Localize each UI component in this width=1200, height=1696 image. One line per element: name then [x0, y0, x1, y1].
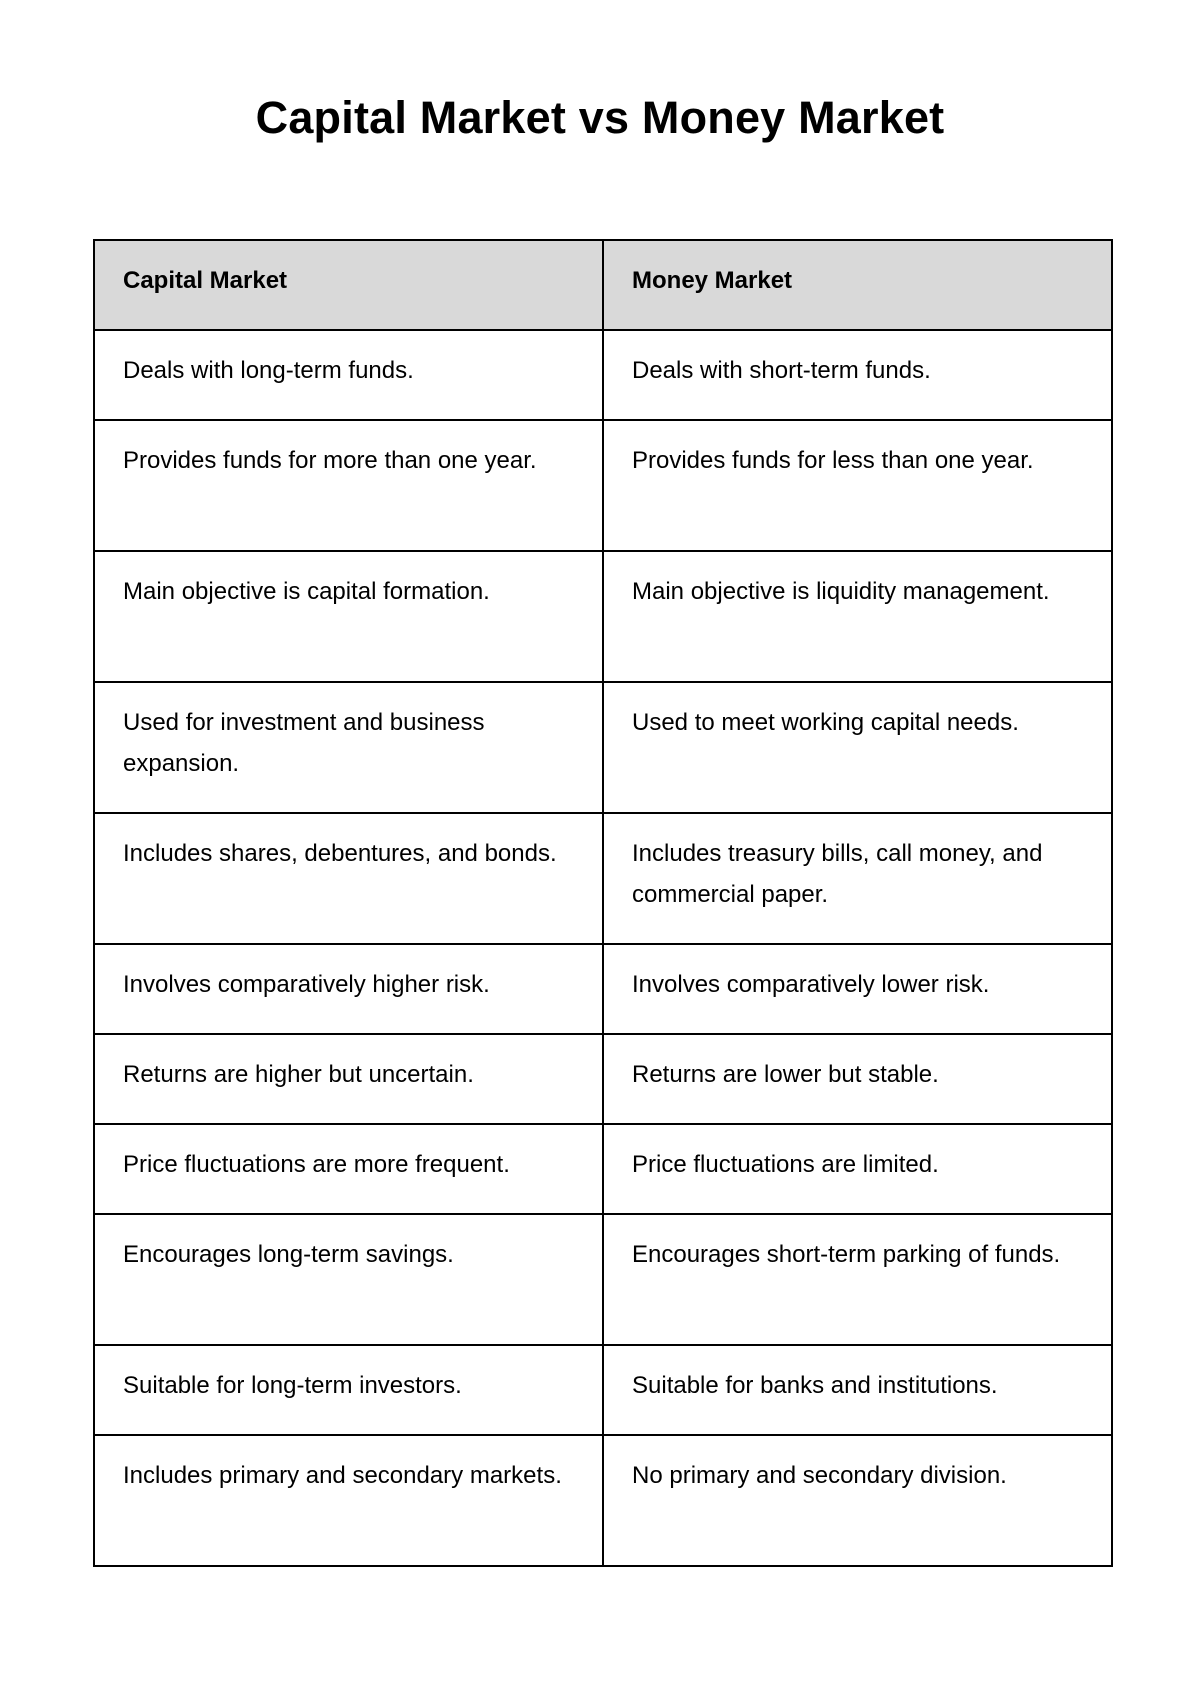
capital-market-cell: Includes shares, debentures, and bonds.	[94, 813, 603, 944]
capital-market-cell: Encourages long-term savings.	[94, 1214, 603, 1345]
money-market-cell: Price fluctuations are limited.	[603, 1124, 1112, 1214]
capital-market-cell: Deals with long-term funds.	[94, 330, 603, 420]
table-row	[94, 1124, 1112, 1214]
money-market-cell: Main objective is liquidity management.	[603, 551, 1112, 682]
table-header-row	[94, 240, 1112, 330]
capital-market-cell: Price fluctuations are more frequent.	[94, 1124, 603, 1214]
table-row	[94, 682, 1112, 813]
money-market-cell: Provides funds for less than one year.	[603, 420, 1112, 551]
capital-market-cell: Provides funds for more than one year.	[94, 420, 603, 551]
capital-market-cell: Suitable for long-term investors.	[94, 1345, 603, 1435]
table-row	[94, 551, 1112, 682]
money-market-cell: Suitable for banks and institutions.	[603, 1345, 1112, 1435]
money-market-cell: Returns are lower but stable.	[603, 1034, 1112, 1124]
page-title: Capital Market vs Money Market	[255, 92, 945, 143]
header-money-market: Money Market	[603, 240, 1112, 330]
capital-market-cell: Returns are higher but uncertain.	[94, 1034, 603, 1124]
money-market-cell: No primary and secondary division.	[603, 1435, 1112, 1566]
money-market-cell: Used to meet working capital needs.	[603, 682, 1112, 813]
table-row	[94, 420, 1112, 551]
money-market-cell: Includes treasury bills, call money, and commercial paper.	[603, 813, 1112, 944]
header-capital-market: Capital Market	[94, 240, 603, 330]
table-row	[94, 330, 1112, 420]
capital-market-cell: Main objective is capital formation.	[94, 551, 603, 682]
money-market-cell: Deals with short-term funds.	[603, 330, 1112, 420]
money-market-cell: Involves comparatively lower risk.	[603, 944, 1112, 1034]
capital-market-cell: Involves comparatively higher risk.	[94, 944, 603, 1034]
table-row	[94, 944, 1112, 1034]
comparison-table	[93, 239, 1113, 1567]
table-row	[94, 1435, 1112, 1566]
capital-market-cell: Includes primary and secondary markets.	[94, 1435, 603, 1566]
table-row	[94, 1214, 1112, 1345]
table-row	[94, 813, 1112, 944]
money-market-cell: Encourages short-term parking of funds.	[603, 1214, 1112, 1345]
capital-market-cell: Used for investment and business expansion.	[94, 682, 603, 813]
table-row	[94, 1345, 1112, 1435]
table-row	[94, 1034, 1112, 1124]
